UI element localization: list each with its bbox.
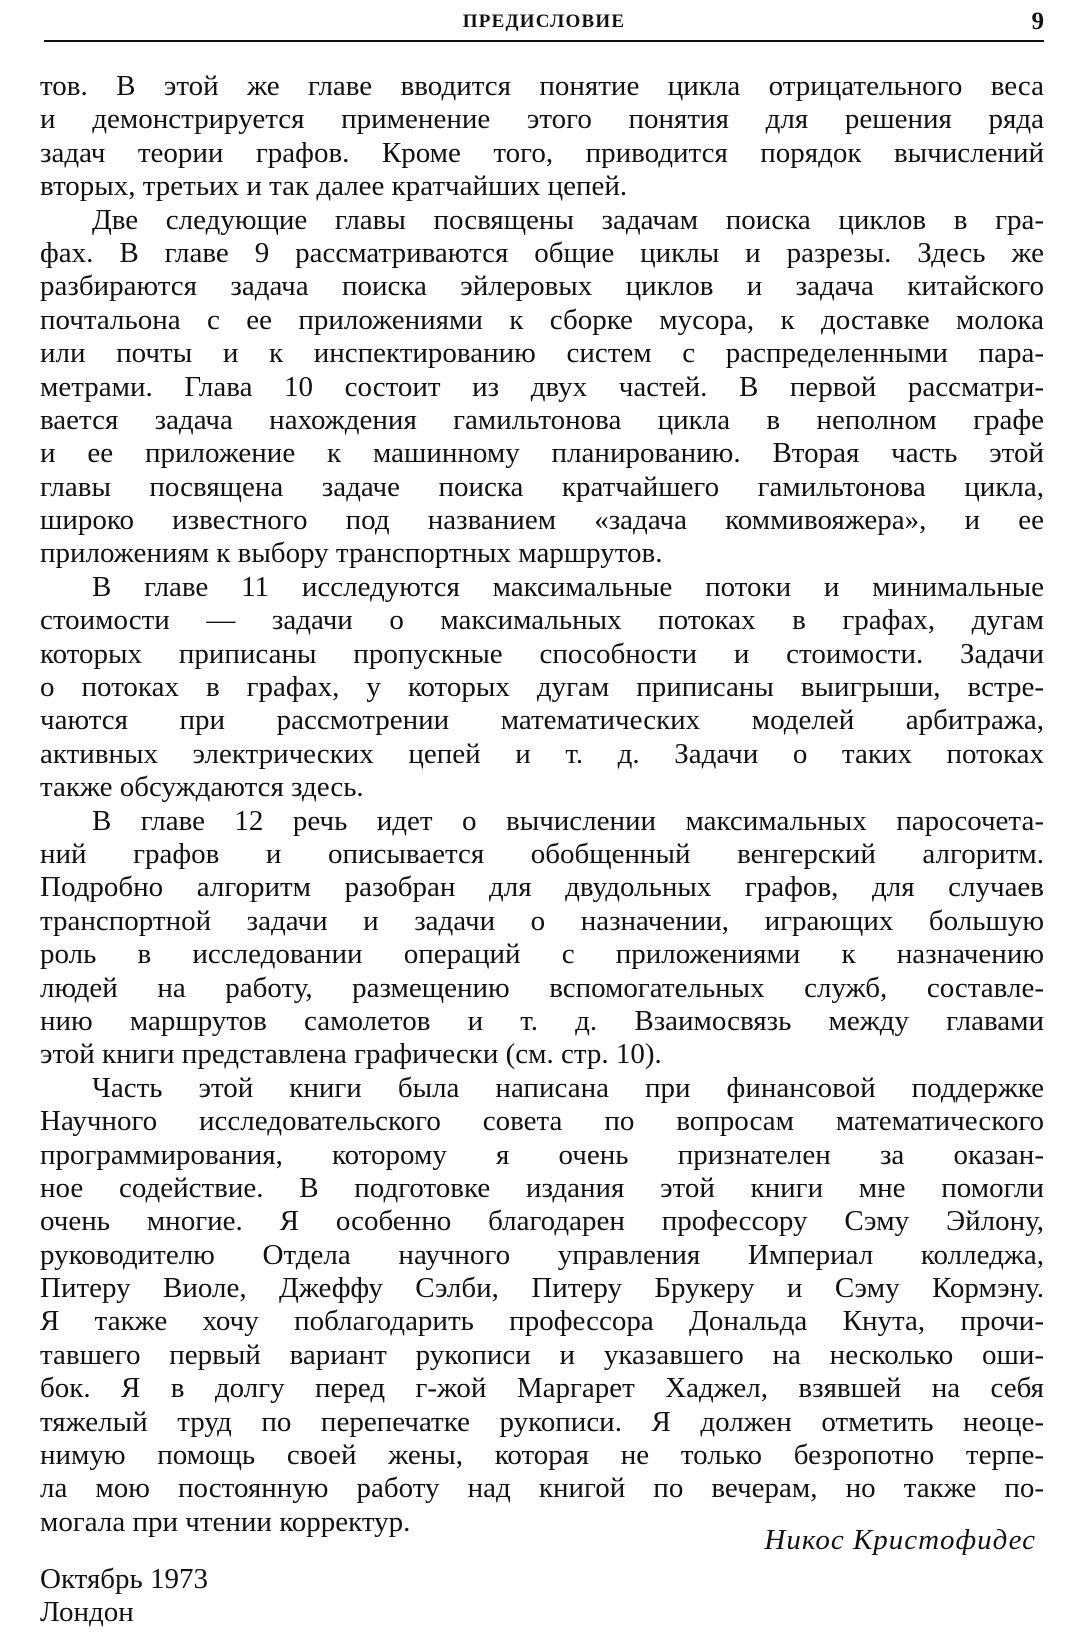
text-line: Научного исследовательского совета по вопросам математического [40, 1105, 1044, 1138]
text-line: этой книги представлена графически (см. стр. 10). [40, 1038, 662, 1071]
text-line: В главе 12 речь идет о вычислении максимальных паросочета- [92, 804, 1044, 837]
text-line: почтальона с ее приложениями к сборке мусора, к доставке молока [40, 303, 1044, 336]
text-line: которых приписаны пропускные способности и стоимости. Задачи [40, 637, 1044, 670]
author-signature: Никос Кристофидес [764, 1524, 1036, 1556]
text-line: метрами. Глава 10 состоит из двух частей. В первой рассматри- [40, 370, 1044, 403]
text-line: нию маршрутов самолетов и т. д. Взаимосвязь между главами [40, 1004, 1044, 1037]
text-line: приложениям к выбору транспортных маршрутов. [40, 537, 663, 570]
paragraph [40, 1072, 1044, 1539]
text-line: Подробно алгоритм разобран для двудольных графов, для случаев [40, 871, 1044, 904]
text-line: могала при чтении корректур. [40, 1505, 411, 1538]
text-line: Часть этой книги была написана при финансовой поддержке [92, 1071, 1044, 1104]
text-line: роль в исследовании операций с приложениями к назначению [40, 938, 1044, 971]
text-line: ний графов и описывается обобщенный венгерский алгоритм. [40, 837, 1044, 870]
text-line: также обсуждаются здесь. [40, 771, 364, 804]
text-line: фах. В главе 9 рассматриваются общие циклы и разрезы. Здесь же [40, 236, 1044, 269]
date-text: Октябрь 1973 [40, 1563, 209, 1595]
text-line: и ее приложение к машинному планированию. Вторая часть этой [40, 437, 1044, 470]
paragraph [40, 204, 1044, 571]
body-text [40, 70, 1044, 1539]
text-line: Две следующие главы посвящены задачам поиска циклов в гра- [92, 203, 1044, 236]
text-line: главы посвящена задаче поиска кратчайшего гамильтонова цикла, [40, 470, 1044, 503]
text-line: ла мою постоянную работу над книгой по вечерам, но также по- [40, 1472, 1044, 1505]
text-line: руководителю Отдела научного управления Империал колледжа, [40, 1238, 1044, 1271]
text-line: и демонстрируется применение этого понятия для решения ряда [40, 103, 1044, 136]
text-line: вается задача нахождения гамильтонова цикла в неполном графе [40, 403, 1044, 436]
dateline [40, 1563, 440, 1630]
text-line: программирования, которому я очень признателен за оказан- [40, 1138, 1044, 1171]
text-line: чаются при рассмотрении математических моделей арбитража, [40, 704, 1044, 737]
text-line: тов. В этой же главе вводится понятие цикла отрицательного веса [40, 70, 1044, 102]
text-line: широко известного под названием «задача коммивояжера», и ее [40, 504, 1044, 537]
text-line: транспортной задачи и задачи о назначении, играющих большую [40, 904, 1044, 937]
running-title: ПРЕДИСЛОВИЕ [462, 11, 626, 32]
text-line: тавшего первый вариант рукописи и указавшего на несколько оши- [40, 1338, 1044, 1371]
text-line: активных электрических цепей и т. д. Задачи о таких потоках [40, 737, 1044, 770]
paragraph [40, 70, 1044, 204]
text-line: нимую помощь своей жены, которая не только безропотно терпе- [40, 1439, 1044, 1472]
text-line: о потоках в графах, у которых дугам приписаны выигрыши, встре- [40, 671, 1044, 704]
paragraph [40, 571, 1044, 805]
page-number: 9 [1031, 8, 1044, 35]
text-line: очень многие. Я особенно благодарен профессору Сэму Эйлону, [40, 1205, 1044, 1238]
text-line: задач теории графов. Кроме того, приводится порядок вычислений [40, 136, 1044, 169]
paragraph [40, 805, 1044, 1072]
text-line: бок. Я в долгу перед г-жой Маргарет Хаджел, взявшей на себя [40, 1372, 1044, 1405]
text-line: людей на работу, размещению вспомогательных служб, составле- [40, 971, 1044, 1004]
text-line: Я также хочу поблагодарить профессора Дональда Кнута, прочи- [40, 1305, 1044, 1338]
place-text: Лондон [40, 1596, 134, 1629]
text-line: тяжелый труд по перепечатке рукописи. Я должен отметить неоце- [40, 1405, 1044, 1438]
running-head [44, 8, 1044, 42]
text-line: разбираются задача поиска эйлеровых циклов и задача китайского [40, 270, 1044, 303]
text-line: ное содействие. В подготовке издания этой книги мне помогли [40, 1171, 1044, 1204]
text-line: вторых, третьих и так далее кратчайших цепей. [40, 170, 628, 203]
text-line: Питеру Виоле, Джеффу Сэлби, Питеру Брукеру и Сэму Кормэну. [40, 1272, 1044, 1305]
text-line: или почты и к инспектированию систем с распределенными пара- [40, 337, 1044, 370]
text-line: стоимости — задачи о максимальных потоках в графах, дугам [40, 604, 1044, 637]
text-line: В главе 11 исследуются максимальные потоки и минимальные [92, 570, 1044, 603]
